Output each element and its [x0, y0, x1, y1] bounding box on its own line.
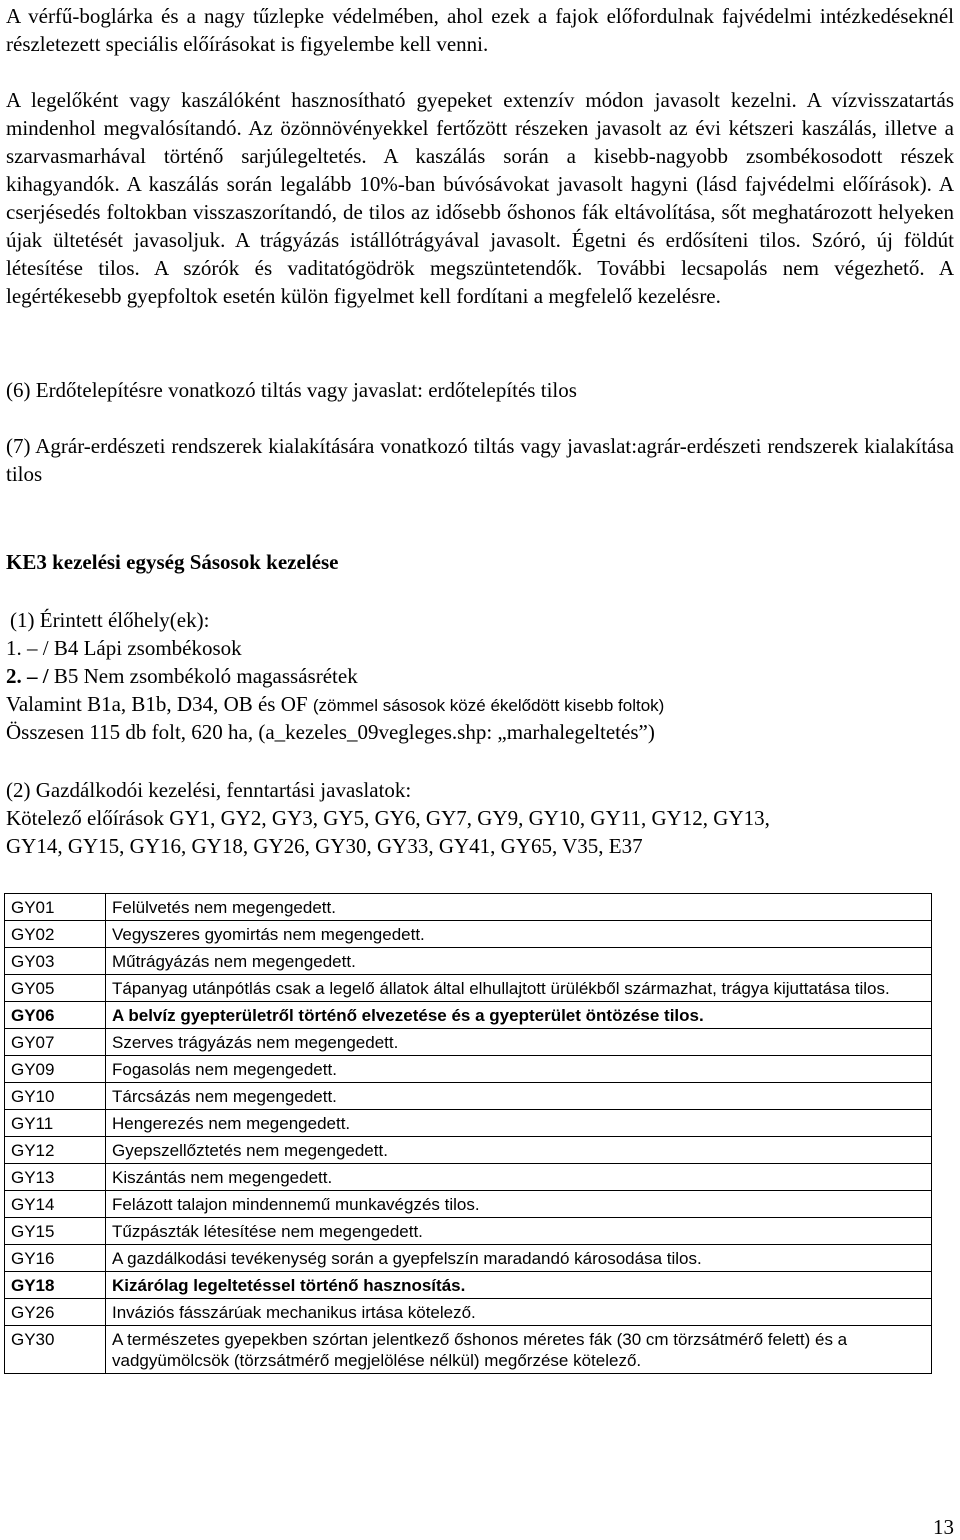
table-row [5, 948, 932, 975]
rule-code: GY16 [5, 1245, 106, 1272]
table-row [5, 921, 932, 948]
rule-code: GY14 [5, 1191, 106, 1218]
patch-total: Összesen 115 db folt, 620 ha, (a_kezeles_09vegleges.shp: „marhalegeltetés”) [6, 720, 655, 744]
table-row [5, 1137, 932, 1164]
rule-text: Szerves trágyázás nem megengedett. [106, 1029, 932, 1056]
rule-text: Gyepszellőztetés nem megengedett. [106, 1137, 932, 1164]
rule-code: GY09 [5, 1056, 106, 1083]
rule-code: GY18 [5, 1272, 106, 1299]
rule-text: A természetes gyepekben szórtan jelentkező őshonos méretes fák (30 cm törzsátmérő felett) és a vadgyümölcsök (törzsátmérő megjelölése nélkül) megőrzése kötelező. [106, 1326, 932, 1374]
rule-text: Tárcsázás nem megengedett. [106, 1083, 932, 1110]
rule-code: GY11 [5, 1110, 106, 1137]
paragraph-species-protection: A vérfű-boglárka és a nagy tűzlepke védelmében, ahol ezek a fajok előfordulnak fajvédelmi intézkedéseknél részletezett speciális előírásokat is figyelembe kell venni. [6, 4, 954, 56]
habitat-item-2-text: B5 Nem zsombékoló magassásrétek [53, 664, 358, 688]
rule-code: GY10 [5, 1083, 106, 1110]
rule-code: GY07 [5, 1029, 106, 1056]
page-number: 13 [933, 1515, 954, 1539]
rule-text: Vegyszeres gyomirtás nem megengedett. [106, 921, 932, 948]
paragraph-afforestation: (6) Erdőtelepítésre vonatkozó tiltás vagy javaslat: erdőtelepítés tilos [6, 378, 577, 402]
additional-habitats-note: (zömmel sásosok közé ékelődött kisebb foltok) [312, 696, 665, 715]
rule-code: GY15 [5, 1218, 106, 1245]
rule-text: Kiszántás nem megengedett. [106, 1164, 932, 1191]
habitat-item-2-number: 2. [6, 664, 22, 688]
rule-code: GY12 [5, 1137, 106, 1164]
management-label: (2) Gazdálkodói kezelési, fenntartási javaslatok: [6, 778, 412, 802]
additional-habitats [6, 690, 664, 720]
paragraph-agroforestry: (7) Agrár-erdészeti rendszerek kialakítására vonatkozó tiltás vagy javaslat:agrár-erdészeti rendszerek kialakítása tilos [6, 434, 954, 486]
rule-text: Felülvetés nem megengedett. [106, 894, 932, 921]
rule-code: GY05 [5, 975, 106, 1002]
rule-text: Felázott talajon mindennemű munkavégzés tilos. [106, 1191, 932, 1218]
table-row [5, 1272, 932, 1299]
section-heading: KE3 kezelési egység Sásosok kezelése [6, 550, 339, 574]
rule-text: Kizárólag legeltetéssel történő hasznosítás. [106, 1272, 932, 1299]
habitat-item-2-dash: – / [21, 664, 54, 688]
table-row [5, 894, 932, 921]
table-row [5, 1029, 932, 1056]
rule-text: Tűzpászták létesítése nem megengedett. [106, 1218, 932, 1245]
rule-text: Tápanyag utánpótlás csak a legelő állatok által elhullajtott ürülékből származhat, trágya kijuttatása tilos. [106, 975, 932, 1002]
table-row [5, 1218, 932, 1245]
rules-table-body [5, 894, 932, 1374]
habitat-item-1: 1. – / B4 Lápi zsombékosok [6, 636, 242, 660]
table-row [5, 1083, 932, 1110]
rule-code: GY02 [5, 921, 106, 948]
table-row [5, 1056, 932, 1083]
rule-code: GY03 [5, 948, 106, 975]
rule-code: GY30 [5, 1326, 106, 1374]
rule-code: GY01 [5, 894, 106, 921]
habitat-item-2 [6, 662, 358, 690]
paragraph-grassland-management: A legelőként vagy kaszálóként hasznosítható gyepeket extenzív módon javasolt kezelni. A vízvisszatartás mindenhol megvalósítandó. Az özönnövényekkel fertőzött részeken javasolt az évi kétszeri kaszálás, illetve a szarvasmarhával történő sarjúlegeltetés. A kaszálás során a kisebb-nagyobb zsombékosodott részek kihagyandók. A kaszálás során legalább 10%-ban búvósávokat javasolt hagyni (lásd fajvédelmi előírások). A cserjésedés foltokban visszaszorítandó, de tilos az idősebb őshonos fák eltávolítása, sőt meghatározott helyeken újak ültetését javasoljuk. A trágyázás istállótrágyával javasolt. Égetni és erdősíteni tilos. Szóró, új földút létesítése tilos. A szórók és vaditatógödrök megszüntetendők. További lecsapolás nem végezhető. A legértékesebb gyepfoltok esetén külön figyelmet kell fordítani a megfelelő kezelésre. [6, 88, 954, 308]
rule-text: Műtrágyázás nem megengedett. [106, 948, 932, 975]
rule-code: GY26 [5, 1299, 106, 1326]
rule-code: GY13 [5, 1164, 106, 1191]
rule-code: GY06 [5, 1002, 106, 1029]
mandatory-rules-line-1: Kötelező előírások GY1, GY2, GY3, GY5, GY6, GY7, GY9, GY10, GY11, GY12, GY13, [6, 806, 770, 830]
rule-text: Inváziós fásszárúak mechanikus irtása kötelező. [106, 1299, 932, 1326]
table-row [5, 1245, 932, 1272]
table-row [5, 1299, 932, 1326]
affected-habitats-label: (1) Érintett élőhely(ek): [10, 608, 210, 632]
table-row [5, 1164, 932, 1191]
table-row [5, 1110, 932, 1137]
rules-table [4, 893, 932, 1374]
table-row [5, 1002, 932, 1029]
additional-habitats-main: Valamint B1a, B1b, D34, OB és OF [6, 692, 313, 716]
table-row [5, 1326, 932, 1374]
table-row [5, 975, 932, 1002]
rule-text: A gazdálkodási tevékenység során a gyepfelszín maradandó károsodása tilos. [106, 1245, 932, 1272]
rule-text: Fogasolás nem megengedett. [106, 1056, 932, 1083]
rule-text: A belvíz gyepterületről történő elvezetése és a gyepterület öntözése tilos. [106, 1002, 932, 1029]
table-row [5, 1191, 932, 1218]
rule-text: Hengerezés nem megengedett. [106, 1110, 932, 1137]
mandatory-rules-line-2: GY14, GY15, GY16, GY18, GY26, GY30, GY33, GY41, GY65, V35, E37 [6, 834, 643, 858]
